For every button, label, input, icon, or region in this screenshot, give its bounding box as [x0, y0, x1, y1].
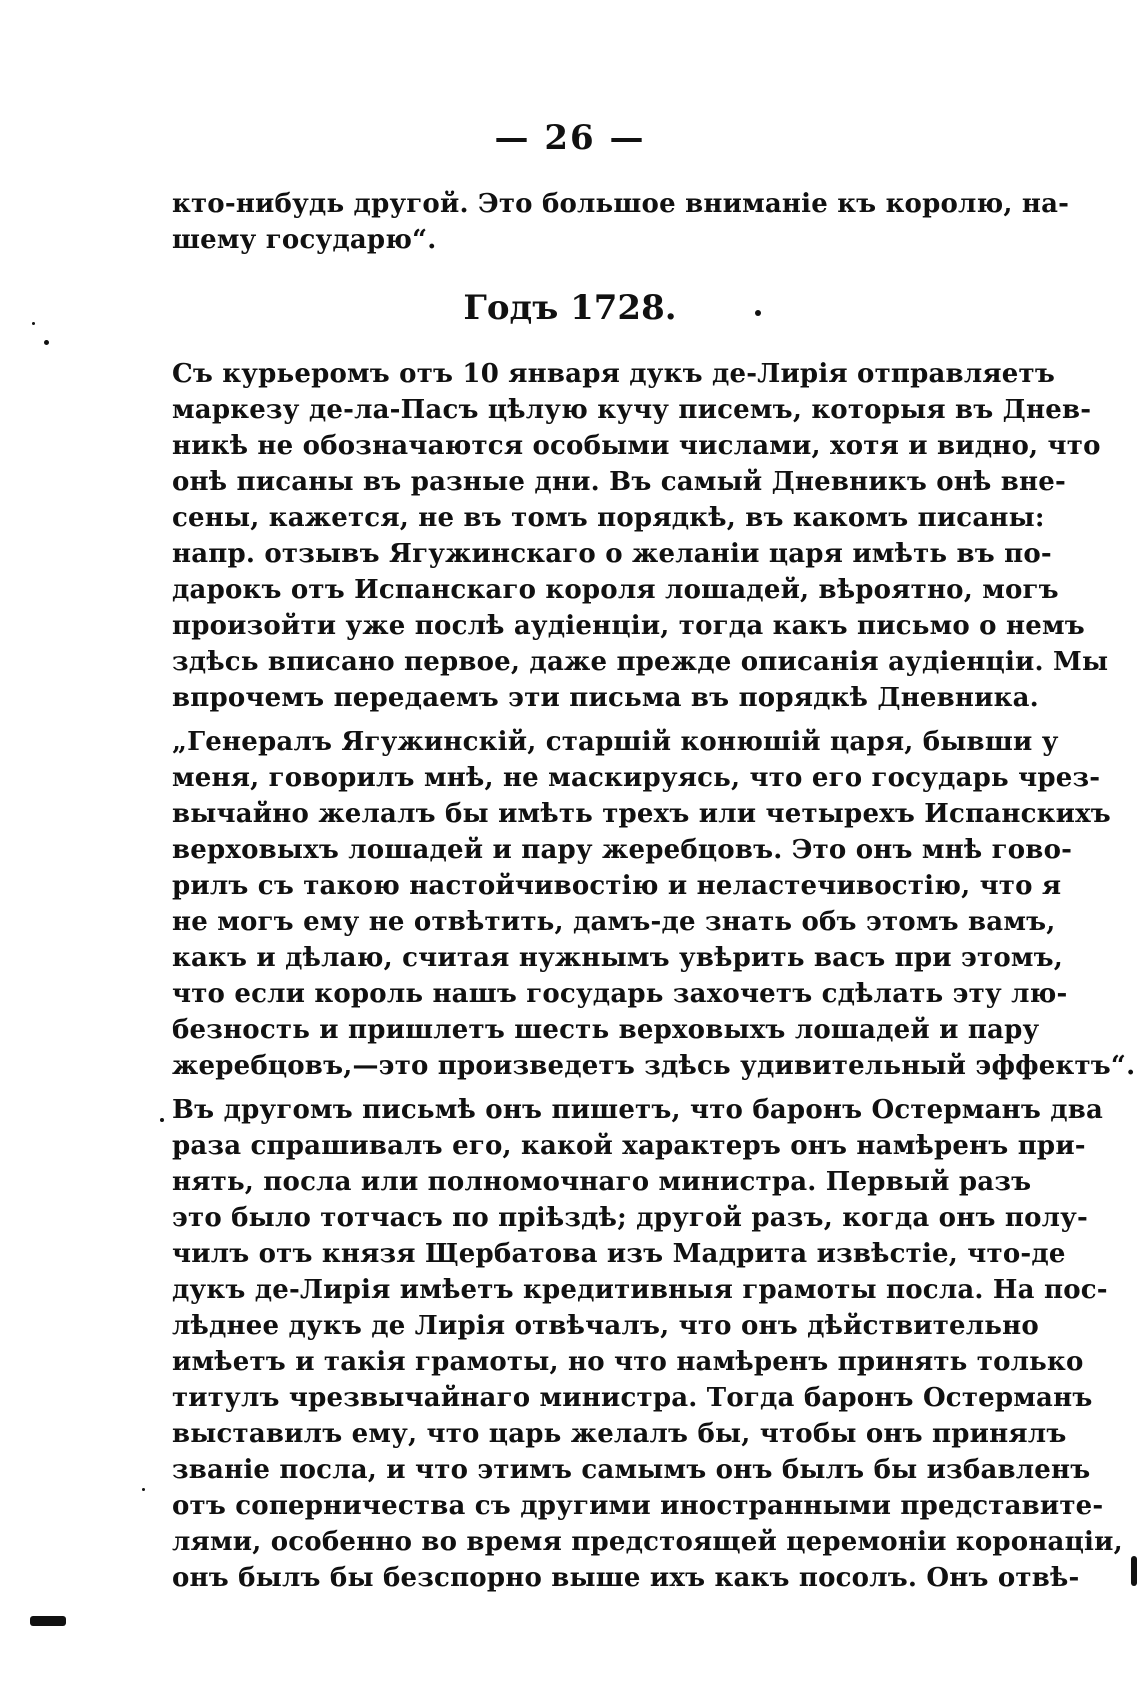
text-line: титулъ чрезвычайнаго министра. Тогда баронъ Остерманъ: [172, 1383, 1093, 1413]
text-line: здѣсь вписано первое, даже прежде описанія аудіенціи. Мы: [172, 647, 1109, 677]
text-line: выставилъ ему, что царь желалъ бы, чтобы онъ принялъ: [172, 1419, 1067, 1449]
paragraph: [172, 356, 1109, 716]
text-line: кто-нибудь другой. Это большое вниманіе къ королю, на-: [172, 189, 1070, 219]
main-text: [172, 356, 1136, 1596]
text-line: напр. отзывъ Ягужинскаго о желаніи царя имѣть въ по-: [172, 539, 1052, 569]
text-line: верховыхъ лошадей и пару жеребцовъ. Это онъ мнѣ гово-: [172, 835, 1073, 865]
text-line: никѣ не обозначаются особыми числами, хотя и видно, что: [172, 431, 1101, 461]
text-line: званіе посла, и что этимъ самымъ онъ былъ бы избавленъ: [172, 1455, 1091, 1485]
scan-edge-mark: [30, 1616, 66, 1626]
text-line: рилъ съ такою настойчивостію и неластечивостію, что я: [172, 871, 1062, 901]
text-line: не могъ ему не отвѣтить, дамъ-де знать объ этомъ вамъ,: [172, 907, 1056, 937]
text-line: чилъ отъ князя Щербатова изъ Мадрита извѣстіе, что-де: [172, 1239, 1066, 1269]
text-line: дарокъ отъ Испанскаго короля лошадей, вѣроятно, могъ: [172, 575, 1059, 605]
text-line: шему государю“.: [172, 225, 437, 255]
text-line: сены, кажется, не въ томъ порядкѣ, въ какомъ писаны:: [172, 503, 1045, 533]
text-line: „Генералъ Ягужинскій, старшій конюшій царя, бывши у: [172, 727, 1059, 757]
paragraph: [172, 724, 1136, 1084]
text-line: это было тотчасъ по пріѣздѣ; другой разъ, когда онъ полу-: [172, 1203, 1088, 1233]
text-line: имѣетъ и такія грамоты, но что намѣренъ принять только: [172, 1347, 1084, 1377]
text-line: дукъ де-Лирія имѣетъ кредитивныя грамоты посла. На пос-: [172, 1275, 1108, 1305]
scan-speck: [44, 340, 49, 345]
page-number: — 26 —: [494, 118, 646, 158]
scan-edge-mark: [1131, 1556, 1137, 1586]
text-line: нять, посла или полномочнаго министра. Первый разъ: [172, 1167, 1032, 1197]
text-line: произойти уже послѣ аудіенціи, тогда какъ письмо о немъ: [172, 611, 1085, 641]
text-line: отъ соперничества съ другими иностранными представите-: [172, 1491, 1104, 1521]
continuation-text: [172, 186, 1070, 258]
text-line: Съ курьеромъ отъ 10 января дукъ де-Лирія отправляетъ: [172, 359, 1055, 389]
scan-speck: [160, 1118, 164, 1122]
text-line: жеребцовъ,—это произведетъ здѣсь удивительный эффектъ“.: [172, 1051, 1136, 1081]
scan-speck: [32, 322, 35, 325]
text-line: вычайно желалъ бы имѣть трехъ или четырехъ Испанскихъ: [172, 799, 1111, 829]
text-line: лѣднее дукъ де Лирія отвѣчалъ, что онъ дѣйствительно: [172, 1311, 1039, 1341]
text-line: впрочемъ передаемъ эти письма въ порядкѣ Дневника.: [172, 683, 1039, 713]
text-line: какъ и дѣлаю, считая нужнымъ увѣрить васъ при этомъ,: [172, 943, 1064, 973]
text-line: онѣ писаны въ разные дни. Въ самый Дневникъ онѣ вне-: [172, 467, 1066, 497]
scan-speck: [142, 1488, 145, 1491]
text-line: онъ былъ бы безспорно выше ихъ какъ посолъ. Онъ отвѣ-: [172, 1563, 1080, 1593]
text-line: маркезу де-ла-Пасъ цѣлую кучу писемъ, которыя въ Днев-: [172, 395, 1092, 425]
text-line: меня, говорилъ мнѣ, не маскируясь, что его государь чрез-: [172, 763, 1101, 793]
text-line: лями, особенно во время предстоящей церемоніи коронаціи,: [172, 1527, 1123, 1557]
text-line: что если король нашъ государь захочетъ сдѣлать эту лю-: [172, 979, 1068, 1009]
text-line: раза спрашивалъ его, какой характеръ онъ намѣренъ при-: [172, 1131, 1086, 1161]
text-line: безность и пришлетъ шесть верховыхъ лошадей и пару: [172, 1015, 1040, 1045]
text-line: Въ другомъ письмѣ онъ пишетъ, что баронъ Остерманъ два: [172, 1095, 1104, 1125]
scan-speck: [755, 310, 761, 316]
section-heading: Годъ 1728.: [463, 288, 677, 328]
paragraph: [172, 1092, 1123, 1596]
